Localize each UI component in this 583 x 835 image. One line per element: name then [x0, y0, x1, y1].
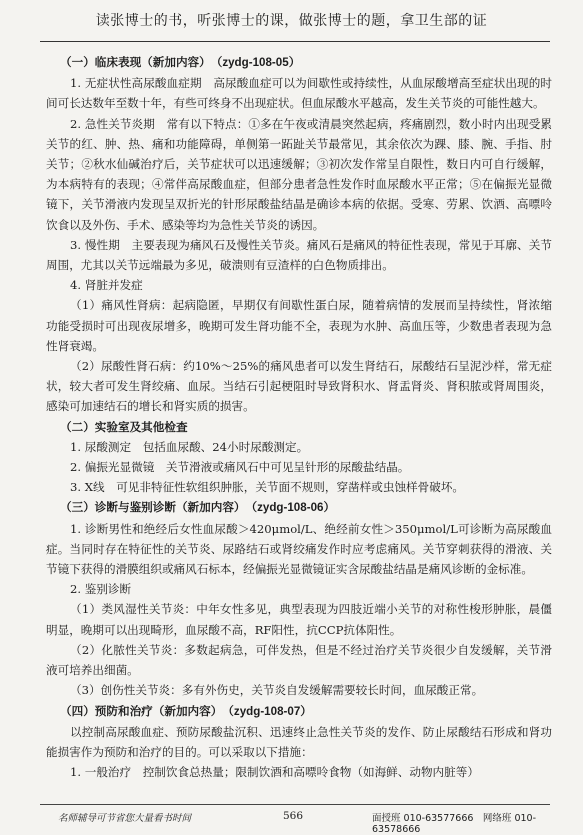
section-heading: （一）临床表现（新加内容） （zydg-108-05） — [60, 55, 301, 69]
page-header: 读张博士的书，听张博士的课，做张博士的题，拿卫生部的证 — [95, 13, 488, 29]
paragraph: 2. 急性关节炎期 常有以下特点：①多在午夜或清晨突然起病，疼痛剧烈，数小时内出现受累关节的红、肿、热、痛和功能障碍，单侧第一跖趾关节最常见，其余依次为踝、膝、腕、手指、肘关节；②秋水仙碱治疗后，关节症状可以迅速缓解；③初次发作常呈自限性，数日内可自行缓解，为本病特有的表现；④常伴高尿酸血症，但部分患者急性发作时血尿酸水平正常；⑤在偏振光显微镜下，关节滑液内发现呈双折光的针形尿酸盐结晶是确诊本病的依据。受寒、劳累、饮酒、高嘌呤饮食以及外伤、手术、感染等均为急性关节炎的诱因。 — [46, 116, 552, 232]
paragraph: 以控制高尿酸血症、预防尿酸盐沉积、迅速终止急性关节炎的发作、防止尿酸结石形成和肾功能损害作为预防和治疗的目的。可以采取以下措施： — [46, 724, 552, 759]
paragraph: （1）痛风性肾病：起病隐匿，早期仅有间歇性蛋白尿，随着病情的发展而呈持续性，肾浓缩功能受损时可出现夜尿增多，晚期可发生肾功能不全，表现为水肿、高血压等，少数患者表现为急性肾衰竭。 — [46, 298, 552, 353]
section-heading: （三）诊断与鉴别诊断（新加内容） （zydg-108-06） — [60, 500, 336, 515]
subheading: 4. 肾脏并发症 — [70, 278, 143, 293]
section-heading: （四）预防和治疗（新加内容） （zydg-108-07） — [60, 703, 312, 718]
footer-slogan: 名师辅导可节省您大量看书时间 — [58, 813, 192, 824]
page-number: 566 — [283, 810, 304, 822]
footer-contact: 面授班 010-63577666 网络班 010-63578666 — [372, 813, 537, 835]
paragraph: 1. 诊断男性和绝经后女性血尿酸＞420μmol/L、绝经前女性＞350μmol/L可诊断为高尿酸血症。当同时存在特征性的关节炎、尿路结石或肾绞痛发作时应考虑痛风。关节穿刺获得的滑液、关节镜下获得的滑膜组织或痛风石标本，经偏振光显微镜证实含尿酸盐结晶是痛风诊断的金标准。 — [46, 521, 552, 577]
paragraph: （2）尿酸性肾石病：约10%～25%的痛风患者可以发生肾结石，尿酸结石呈泥沙样，常无症状，较大者可发生肾绞痛、血尿。当结石引起梗阻时导致肾积水、肾盂肾炎、肾积脓或肾周围炎，感染可加速结石的增长和肾实质的损害。 — [46, 359, 552, 414]
paragraph: 1. 无症状性高尿酸血症期 高尿酸血症可以为间歇性或持续性，从血尿酸增高至症状出现的时间可长达数年至数十年，有些可终身不出现症状。但血尿酸水平越高，发生关节炎的可能性越大。 — [46, 76, 552, 111]
paragraph: 3. X线 可见非特征性软组织肿胀，关节面不规则，穿凿样或虫蚀样骨破坏。 — [70, 480, 465, 495]
paragraph: 3. 慢性期 主要表现为痛风石及慢性关节炎。痛风石是痛风的特征性表现，常见于耳廓、关节周围，尤其以关节远端最为多见，破溃则有豆渣样的白色物质排出。 — [46, 237, 552, 273]
paragraph: 1. 尿酸测定 包括血尿酸、24小时尿酸测定。 — [70, 439, 309, 454]
footer-divider — [40, 804, 550, 805]
paragraph: （3）创伤性关节炎：多有外伤史，关节炎自发缓解需要较长时间，血尿酸正常。 — [70, 683, 484, 698]
paragraph: （2）化脓性关节炎：多数起病急，可伴发热，但是不经过治疗关节炎很少自发缓解，关节滑液可培养出细菌。 — [46, 642, 552, 678]
header-divider — [40, 41, 550, 42]
subheading: 2. 鉴别诊断 — [70, 582, 132, 597]
paragraph: 2. 偏振光显微镜 关节滑液或痛风石中可见呈针形的尿酸盐结晶。 — [70, 460, 410, 475]
paragraph: （1）类风湿性关节炎：中年女性多见，典型表现为四肢近端小关节的对称性梭形肿胀，晨僵明显，晚期可以出现畸形，血尿酸不高，RF阳性，抗CCP抗体阳性。 — [46, 602, 552, 637]
paragraph: 1. 一般治疗 控制饮食总热量；限制饮酒和高嘌呤食物（如海鲜、动物内脏等） — [70, 765, 479, 780]
page-body — [46, 52, 552, 782]
page-footer — [0, 808, 583, 835]
section-heading: （二）实验室及其他检查 — [60, 419, 188, 434]
